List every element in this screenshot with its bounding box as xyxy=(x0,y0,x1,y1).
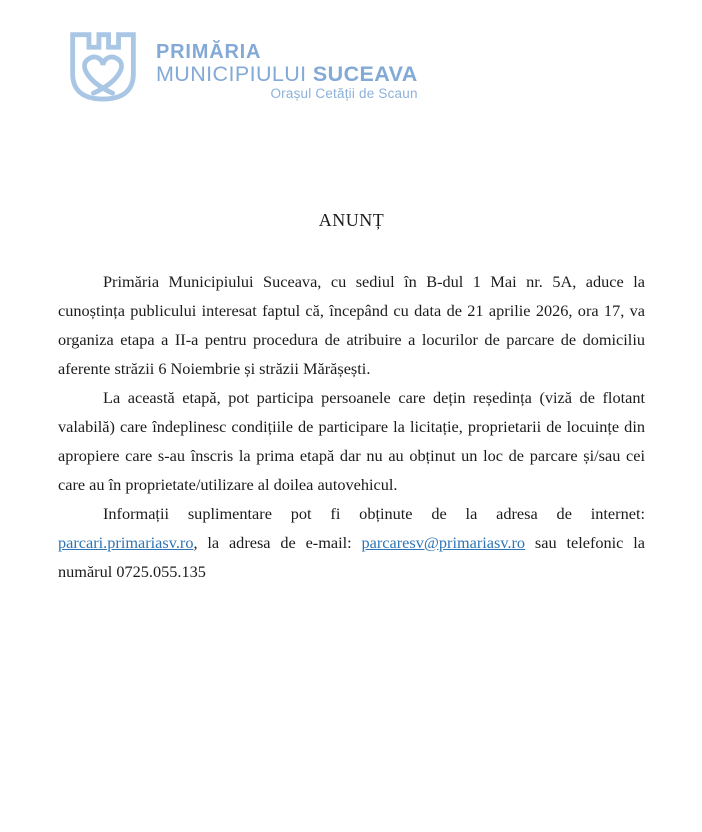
logo-primaria: PRIMĂRIA xyxy=(156,41,262,63)
website-link[interactable]: parcari.primariasv.ro xyxy=(58,533,194,552)
logo-suceava: SUCEAVA xyxy=(312,62,418,86)
logo-municipiului: MUNICIPIULUI xyxy=(156,62,307,86)
contact-text-intro: Informații suplimentare pot fi obținute de la adresa de internet: xyxy=(103,504,645,523)
announcement-body xyxy=(58,267,645,586)
logo-tagline: Orașul Cetății de Scaun xyxy=(270,86,418,101)
contact-text-end: sau telefonic la numărul 0725.055.135 xyxy=(58,533,645,581)
logo-text xyxy=(156,42,418,102)
logo-municipiului-suceava xyxy=(156,63,418,86)
castle-heart-icon xyxy=(66,28,140,108)
paragraph-eligibility: La această etapă, pot participa persoanele care dețin reședința (viză de flotant valabilă) care îndeplinesc condițiile de participare la licitație, proprietarii de locuințe din apropiere care s-au înscris la prima etapă dar nu au obținut un loc de parcare și/sau cei care au în proprietate/utilizare al doilea autovehicul. xyxy=(58,388,645,494)
email-link[interactable]: parcaresv@primariasv.ro xyxy=(361,533,526,552)
announcement-title: ANUNȚ xyxy=(318,210,385,230)
paragraph-intro: Primăria Municipiului Suceava, cu sediul în B-dul 1 Mai nr. 5A, aduce la cunoștința publicului interesat faptul că, începând cu data de 21 aprilie 2026, ora 17, va organiza etapa a II-a pentru procedura de atribuire a locurilor de parcare de domiciliu aferente străzii 6 Noiembrie și străzii Mărășești. xyxy=(58,272,645,378)
contact-text-middle: , la adresa de e-mail: xyxy=(193,533,362,552)
paragraph-contact xyxy=(58,499,645,586)
logo xyxy=(66,28,418,108)
